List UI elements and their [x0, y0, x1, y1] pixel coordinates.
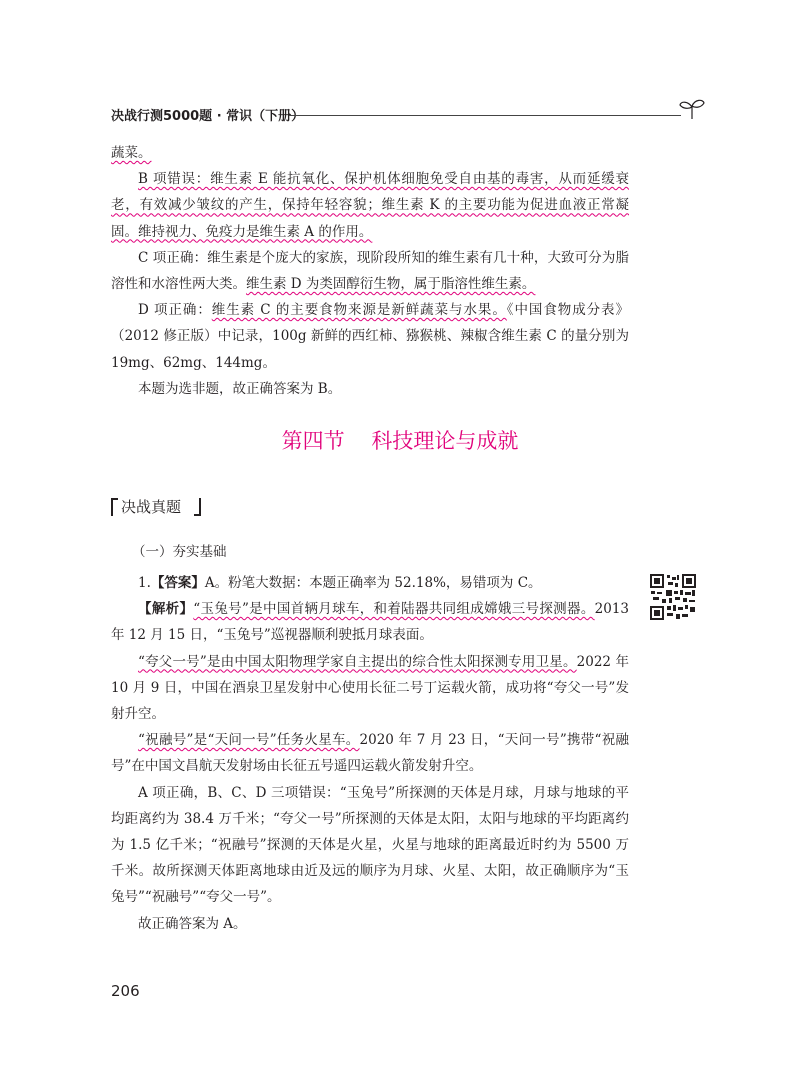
- answer-label: 【答案】: [150, 575, 205, 591]
- header-rule: [289, 115, 681, 116]
- final-answer: 故正确答案为 A。: [138, 915, 247, 932]
- zhurong-paragraph: [111, 727, 629, 779]
- qr-code[interactable]: [650, 574, 696, 620]
- highlighted-text: “玉兔号”是中国首辆月球车，和着陆器共同组成嫦娥三号探测器。: [193, 601, 595, 618]
- right-bracket: [194, 498, 201, 516]
- highlighted-text: 维生素 D 为类固醇衍生物，属于脂溶性维生素。: [246, 276, 536, 293]
- jiexi-label: 【解析】: [138, 601, 194, 618]
- jiexi-paragraph: [111, 596, 629, 648]
- option-analysis-paragraph: A 项正确，B、C、D 三项错误：“玉兔号”所探测的天体是月球，月球与地球的平均距离约为 38.4 万千米；“夸父一号”所探测的天体是太阳，太阳与地球的平均距离约为 1.5 亿千米；“祝融号”探测的天体是火星，火星与地球的距离最近时约为 5500 万千米。故所探测天体距离地球由近及远的顺序为月球、火星、太阳，故正确顺序为“玉兔号”“祝融号”“夸父一号”。: [111, 784, 629, 906]
- section-title: [0, 425, 800, 455]
- paragraph: [111, 140, 629, 166]
- book-title: 决战行测5000题 · 常识（下册）: [111, 109, 305, 124]
- highlighted-text: 维生素 C 的主要食物来源是新鲜蔬菜与水果。: [211, 302, 507, 319]
- running-header: [111, 103, 700, 131]
- highlighted-text: 蔬菜。: [111, 145, 152, 161]
- paragraph-conclusion: 本题为选非题，故正确答案为 B。: [138, 380, 342, 397]
- plain-text: 2013 年 12 月 15 日，“玉兔号”巡视器顺利驶抵月球表面。: [111, 601, 629, 644]
- highlighted-text: “祝融号”是“天问一号”任务火星车。: [138, 732, 360, 749]
- plain-text: 《中国食物成分表》（2012 修正版）中记录，100g 新鲜的西红柿、猕猴桃、辣椒含维生素 C 的量分别为 19mg、62mg、144mg。: [111, 302, 629, 371]
- question-number: 1.: [138, 575, 151, 591]
- answer-text: A。粉笔大数据：本题正确率为 52.18%，易错项为 C。: [204, 575, 542, 591]
- left-bracket: [111, 498, 118, 516]
- highlighted-text: “夸父一号”是由中国太阳物理学家自主提出的综合性太阳探测专用卫星。: [138, 653, 577, 670]
- plain-text: 2022 年 10 月 9 日，中国在酒泉卫星发射中心使用长征二号丁运载火箭，成功将“夸父一号”发射升空。: [111, 653, 629, 723]
- explanation-continued: [111, 140, 629, 402]
- answer-explanation: [111, 570, 629, 937]
- answer-line: [111, 570, 629, 596]
- kuafu-paragraph: [111, 649, 629, 728]
- section-name: 科技理论与成就: [371, 429, 519, 453]
- sprout-icon: [677, 97, 707, 121]
- subsection-heading: （一）夯实基础: [132, 544, 227, 560]
- paragraph-option-d: [111, 297, 629, 376]
- plain-text: D 项正确：: [138, 302, 212, 319]
- paragraph-option-c: [111, 245, 629, 297]
- zhenti-label: 决战真题: [121, 498, 182, 516]
- plain-text: 2020 年 7 月 23 日，“天问一号”携带“祝融号”在中国文昌航天发射场由长征五号遥四运载火箭发射升空。: [111, 732, 629, 775]
- section-number: 第四节: [281, 429, 345, 453]
- paragraph-option-b: [111, 166, 629, 245]
- qr-code-icon: [650, 574, 696, 620]
- highlighted-text: B 项错误：维生素 E 能抗氧化、保护机体细胞免受自由基的毒害，从而延缓衰老，有效减少皱纹的产生，保持年轻容貌；维生素 K 的主要功能为促进血液正常凝固。维持视力、免疫力是维生素 A 的作用。: [111, 171, 629, 240]
- plain-text: C 项正确：维生素是个庞大的家族，现阶段所知的维生素有几十种，大致可分为脂溶性和水溶性两大类。: [111, 249, 629, 293]
- page-number: 206: [111, 982, 140, 1000]
